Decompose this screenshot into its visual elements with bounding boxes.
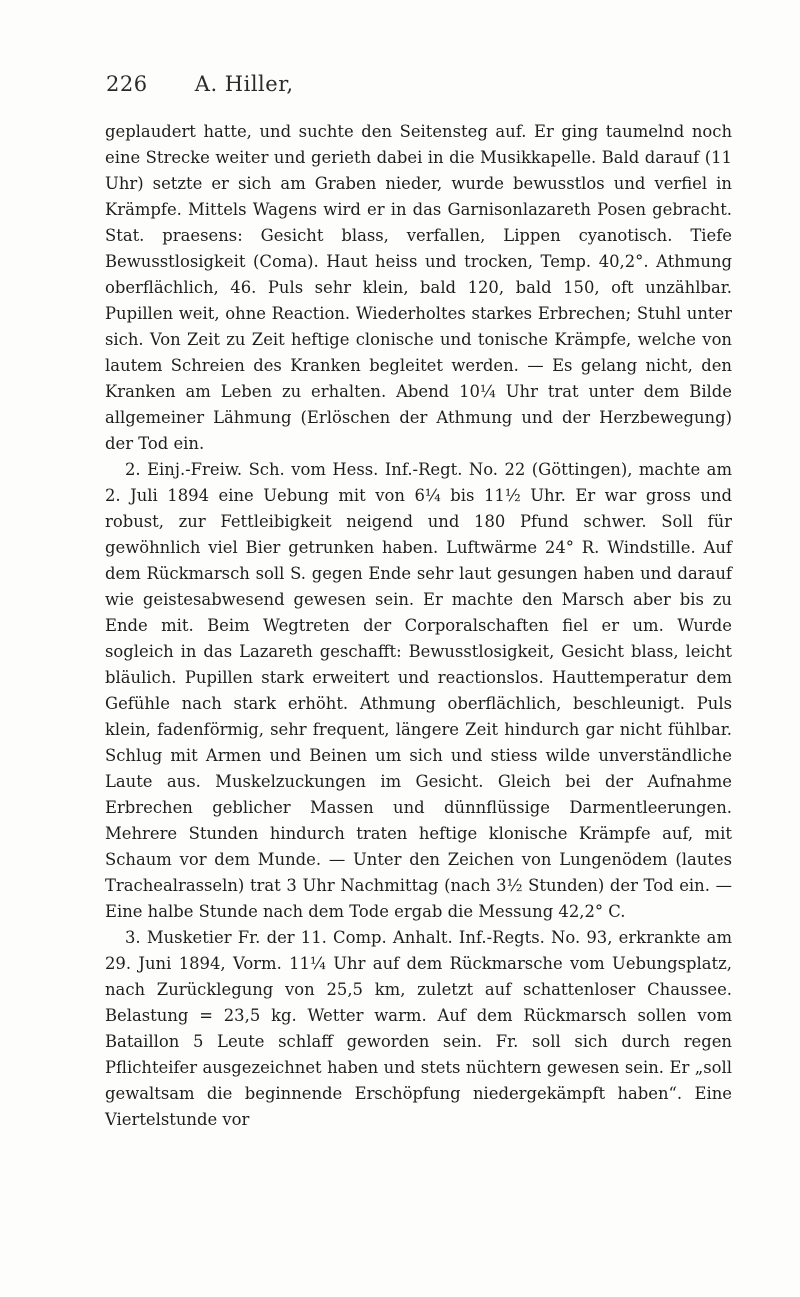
body-text (105, 119, 732, 1133)
page-number: 226 (106, 72, 148, 96)
paragraph-case-2: 2. Einj.-Freiw. Sch. vom Hess. Inf.-Regt. No. 22 (Göttingen), machte am 2. Juli 1894 eine Uebung mit von 6¼ bis 11½ Uhr. Er war gross und robust, zur Fettleibigkeit neigend und 180 Pfund schwer. Soll für gewöhnlich viel Bier getrunken haben. Luftwärme 24° R. Windstille. Auf dem Rückmarsch soll S. gegen Ende sehr laut gesungen haben und darauf wie geistesabwesend gewesen sein. Er machte den Marsch aber bis zu Ende mit. Beim Wegtreten der Corporalschaften fiel er um. Wurde sogleich in das Lazareth geschafft: Bewusstlosigkeit, Gesicht blass, leicht bläulich. Pupillen stark erweitert und reactionslos. Hauttemperatur dem Gefühle nach stark erhöht. Athmung oberflächlich, beschleunigt. Puls klein, fadenförmig, sehr frequent, längere Zeit hindurch gar nicht fühlbar. Schlug mit Armen und Beinen um sich und stiess wilde unverständliche Laute aus. Muskelzuckungen im Gesicht. Gleich bei der Aufnahme Erbrechen geblicher Massen und dünnflüssige Darmentleerungen. Mehrere Stunden hindurch traten heftige klonische Krämpfe auf, mit Schaum vor dem Munde. — Unter den Zeichen von Lungenödem (lautes Trachealrasseln) trat 3 Uhr Nachmittag (nach 3½ Stunden) der Tod ein. — Eine halbe Stunde nach dem Tode ergab die Messung 42,2° C. (105, 460, 732, 921)
running-head: A. Hiller, (194, 72, 294, 96)
page-header (106, 72, 706, 96)
paragraph-case-1-end: geplaudert hatte, und suchte den Seitensteg auf. Er ging taumelnd noch eine Strecke weiter und gerieth dabei in die Musikkapelle. Bald darauf (11 Uhr) setzte er sich am Graben nieder, wurde bewusstlos und verfiel in Krämpfe. Mittels Wagens wird er in das Garnisonlazareth Posen gebracht. Stat. praesens: Gesicht blass, verfallen, Lippen cyanotisch. Tiefe Bewusstlosigkeit (Coma). Haut heiss und trocken, Temp. 40,2°. Athmung oberflächlich, 46. Puls sehr klein, bald 120, bald 150, oft unzählbar. Pupillen weit, ohne Reaction. Wiederholtes starkes Erbrechen; Stuhl unter sich. Von Zeit zu Zeit heftige clonische und tonische Krämpfe, welche von lautem Schreien des Kranken begleitet werden. — Es gelang nicht, den Kranken am Leben zu erhalten. Abend 10¼ Uhr trat unter dem Bilde allgemeiner Lähmung (Erlöschen der Athmung und der Herzbewegung) der Tod ein. (105, 122, 732, 453)
paragraph-case-3: 3. Musketier Fr. der 11. Comp. Anhalt. Inf.-Regts. No. 93, erkrankte am 29. Juni 1894, Vorm. 11¼ Uhr auf dem Rückmarsche vom Uebungsplatz, nach Zurücklegung von 25,5 km, zuletzt auf schattenloser Chaussee. Belastung = 23,5 kg. Wetter warm. Auf dem Rückmarsch sollen vom Bataillon 5 Leute schlaff geworden sein. Fr. soll sich durch regen Pflichteifer ausgezeichnet haben und stets nüchtern gewesen sein. Er „soll gewaltsam die beginnende Erschöpfung niedergekämpft haben“. Eine Viertelstunde vor (105, 928, 732, 1129)
